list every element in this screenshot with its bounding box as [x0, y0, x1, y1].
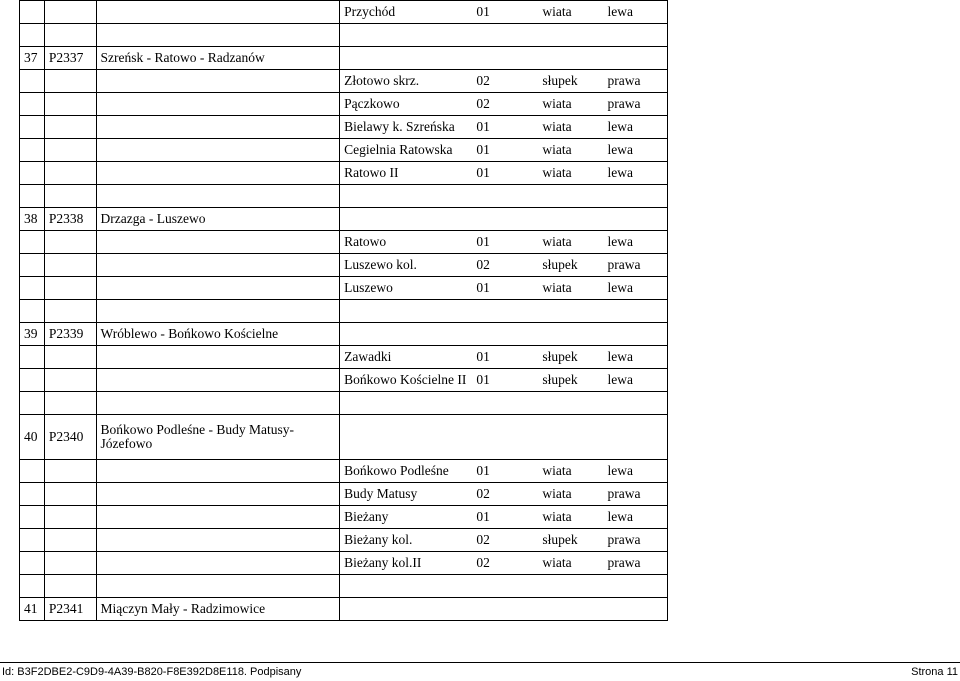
empty-cell	[340, 24, 668, 47]
empty-cell	[340, 323, 668, 346]
stop-name: Złotowo skrz.	[340, 70, 471, 93]
stop-row	[20, 552, 960, 575]
empty-cell	[20, 277, 45, 300]
route-name: Wróblewo - Bońkowo Kościelne	[96, 323, 340, 346]
stop-row	[20, 1, 960, 24]
filler-cell	[668, 598, 743, 621]
route-lp: 39	[20, 323, 45, 346]
empty-cell	[340, 575, 668, 598]
empty-cell	[96, 116, 340, 139]
stop-side: lewa	[603, 116, 667, 139]
page-footer	[0, 662, 960, 681]
stop-direction: 01	[470, 506, 538, 529]
stop-row	[20, 254, 960, 277]
filler-cell	[668, 346, 743, 369]
page-number: Strona 11	[911, 666, 958, 678]
stop-type: słupek	[538, 70, 603, 93]
stop-direction: 02	[470, 70, 538, 93]
stop-direction: 02	[470, 529, 538, 552]
stop-type: wiata	[538, 460, 603, 483]
filler-cell	[668, 323, 743, 346]
table-body	[20, 1, 960, 621]
route-name: Drzazga - Luszewo	[96, 208, 340, 231]
empty-cell	[44, 1, 96, 24]
filler-cell	[668, 254, 743, 277]
empty-cell	[20, 116, 45, 139]
filler-cell	[668, 116, 743, 139]
stop-row	[20, 139, 960, 162]
stop-row	[20, 162, 960, 185]
route-row	[20, 208, 960, 231]
stop-name: Ratowo II	[340, 162, 471, 185]
empty-cell	[96, 70, 340, 93]
stop-direction: 01	[470, 369, 538, 392]
stop-name: Bońkowo Podleśne	[340, 460, 471, 483]
empty-cell	[96, 552, 340, 575]
empty-cell	[96, 300, 340, 323]
empty-cell	[44, 139, 96, 162]
stop-row	[20, 93, 960, 116]
filler-cell	[668, 575, 743, 598]
stop-side: lewa	[603, 460, 667, 483]
empty-cell	[96, 460, 340, 483]
stop-side: prawa	[603, 254, 667, 277]
route-code: P2339	[44, 323, 96, 346]
stop-side: lewa	[603, 369, 667, 392]
filler-cell	[668, 415, 743, 460]
empty-cell	[96, 529, 340, 552]
empty-cell	[96, 575, 340, 598]
empty-cell	[20, 506, 45, 529]
empty-cell	[20, 139, 45, 162]
stop-row	[20, 529, 960, 552]
stop-name: Przychód	[340, 1, 471, 24]
empty-cell	[44, 346, 96, 369]
stop-row	[20, 346, 960, 369]
stop-direction: 02	[470, 254, 538, 277]
empty-cell	[44, 392, 96, 415]
route-name: Bońkowo Podleśne - Budy Matusy-Józefowo	[96, 415, 340, 460]
stop-name: Bielawy k. Szreńska	[340, 116, 471, 139]
stop-side: prawa	[603, 483, 667, 506]
filler-cell	[668, 506, 743, 529]
stop-type: wiata	[538, 277, 603, 300]
empty-cell	[20, 575, 45, 598]
empty-cell	[20, 346, 45, 369]
stop-name: Cegielnia Ratowska	[340, 139, 471, 162]
route-code: P2341	[44, 598, 96, 621]
empty-cell	[96, 1, 340, 24]
empty-cell	[20, 162, 45, 185]
empty-cell	[96, 93, 340, 116]
filler-cell	[668, 70, 743, 93]
empty-cell	[44, 185, 96, 208]
stop-type: wiata	[538, 162, 603, 185]
stop-direction: 01	[470, 1, 538, 24]
filler-cell	[668, 47, 743, 70]
stop-name: Zawadki	[340, 346, 471, 369]
empty-cell	[20, 1, 45, 24]
empty-cell	[96, 483, 340, 506]
empty-cell	[96, 24, 340, 47]
empty-cell	[44, 506, 96, 529]
empty-cell	[340, 47, 668, 70]
bus-stops-table	[19, 0, 960, 621]
empty-cell	[44, 575, 96, 598]
empty-cell	[96, 392, 340, 415]
stop-row	[20, 231, 960, 254]
route-row	[20, 598, 960, 621]
empty-cell	[20, 24, 45, 47]
stop-name: Luszewo kol.	[340, 254, 471, 277]
route-code: P2340	[44, 415, 96, 460]
stop-direction: 01	[470, 139, 538, 162]
empty-cell	[96, 369, 340, 392]
route-name: Szreńsk - Ratowo - Radzanów	[96, 47, 340, 70]
route-code: P2337	[44, 47, 96, 70]
stop-type: słupek	[538, 529, 603, 552]
empty-cell	[96, 162, 340, 185]
empty-cell	[44, 483, 96, 506]
stop-type: wiata	[538, 506, 603, 529]
stop-type: wiata	[538, 1, 603, 24]
empty-cell	[44, 529, 96, 552]
stop-row	[20, 70, 960, 93]
stop-name: Budy Matusy	[340, 483, 471, 506]
stop-type: wiata	[538, 139, 603, 162]
empty-cell	[44, 70, 96, 93]
filler-cell	[668, 139, 743, 162]
stop-side: lewa	[603, 162, 667, 185]
empty-cell	[340, 185, 668, 208]
filler-cell	[668, 277, 743, 300]
blank-row	[20, 185, 960, 208]
stop-type: wiata	[538, 552, 603, 575]
empty-cell	[96, 231, 340, 254]
stop-name: Bieżany	[340, 506, 471, 529]
stop-name: Bońkowo Kościelne II	[340, 369, 471, 392]
empty-cell	[20, 483, 45, 506]
filler-cell	[668, 300, 743, 323]
stop-side: lewa	[603, 231, 667, 254]
filler-cell	[668, 552, 743, 575]
empty-cell	[44, 162, 96, 185]
stop-name: Bieżany kol.	[340, 529, 471, 552]
stop-name: Ratowo	[340, 231, 471, 254]
route-row	[20, 47, 960, 70]
stop-side: lewa	[603, 346, 667, 369]
filler-cell	[668, 460, 743, 483]
empty-cell	[20, 460, 45, 483]
document-id: Id: B3F2DBE2-C9D9-4A39-B820-F8E392D8E118. Podpisany	[2, 666, 302, 678]
stop-direction: 02	[470, 483, 538, 506]
route-lp: 40	[20, 415, 45, 460]
filler-cell	[668, 93, 743, 116]
stop-direction: 01	[470, 116, 538, 139]
stop-type: wiata	[538, 483, 603, 506]
empty-cell	[340, 598, 668, 621]
stop-direction: 02	[470, 93, 538, 116]
stop-direction: 01	[470, 346, 538, 369]
stop-name: Bieżany kol.II	[340, 552, 471, 575]
empty-cell	[20, 300, 45, 323]
blank-row	[20, 575, 960, 598]
empty-cell	[20, 70, 45, 93]
filler-cell	[668, 24, 743, 47]
empty-cell	[20, 231, 45, 254]
route-name: Miączyn Mały - Radzimowice	[96, 598, 340, 621]
filler-cell	[668, 185, 743, 208]
stop-side: lewa	[603, 1, 667, 24]
route-code: P2338	[44, 208, 96, 231]
empty-cell	[20, 552, 45, 575]
stop-row	[20, 277, 960, 300]
filler-cell	[668, 369, 743, 392]
filler-cell	[668, 231, 743, 254]
empty-cell	[44, 254, 96, 277]
empty-cell	[96, 185, 340, 208]
empty-cell	[44, 231, 96, 254]
empty-cell	[44, 300, 96, 323]
stop-name: Pączkowo	[340, 93, 471, 116]
stop-side: lewa	[603, 139, 667, 162]
stop-side: prawa	[603, 93, 667, 116]
empty-cell	[96, 277, 340, 300]
stop-type: słupek	[538, 346, 603, 369]
filler-cell	[668, 208, 743, 231]
stop-row	[20, 460, 960, 483]
stop-type: wiata	[538, 93, 603, 116]
filler-cell	[668, 392, 743, 415]
blank-row	[20, 392, 960, 415]
stop-direction: 02	[470, 552, 538, 575]
empty-cell	[44, 24, 96, 47]
empty-cell	[20, 93, 45, 116]
stop-direction: 01	[470, 460, 538, 483]
stop-row	[20, 506, 960, 529]
stop-side: prawa	[603, 529, 667, 552]
route-row	[20, 323, 960, 346]
stop-side: prawa	[603, 552, 667, 575]
route-row	[20, 415, 960, 460]
empty-cell	[44, 277, 96, 300]
stop-direction: 01	[470, 231, 538, 254]
empty-cell	[44, 369, 96, 392]
empty-cell	[20, 254, 45, 277]
stop-direction: 01	[470, 162, 538, 185]
empty-cell	[44, 116, 96, 139]
stop-type: słupek	[538, 254, 603, 277]
stop-row	[20, 116, 960, 139]
blank-row	[20, 24, 960, 47]
empty-cell	[20, 529, 45, 552]
stop-type: słupek	[538, 369, 603, 392]
empty-cell	[44, 93, 96, 116]
empty-cell	[44, 460, 96, 483]
empty-cell	[340, 208, 668, 231]
route-lp: 38	[20, 208, 45, 231]
filler-cell	[668, 1, 743, 24]
empty-cell	[96, 346, 340, 369]
filler-cell	[668, 483, 743, 506]
stop-side: lewa	[603, 277, 667, 300]
empty-cell	[20, 369, 45, 392]
empty-cell	[96, 254, 340, 277]
empty-cell	[340, 392, 668, 415]
route-lp: 37	[20, 47, 45, 70]
empty-cell	[44, 552, 96, 575]
stop-name: Luszewo	[340, 277, 471, 300]
stop-direction: 01	[470, 277, 538, 300]
empty-cell	[20, 185, 45, 208]
empty-cell	[340, 300, 668, 323]
filler-cell	[668, 162, 743, 185]
stop-type: wiata	[538, 116, 603, 139]
route-lp: 41	[20, 598, 45, 621]
empty-cell	[340, 415, 668, 460]
empty-cell	[96, 506, 340, 529]
stop-type: wiata	[538, 231, 603, 254]
stop-side: lewa	[603, 506, 667, 529]
stop-side: prawa	[603, 70, 667, 93]
stop-row	[20, 483, 960, 506]
empty-cell	[96, 139, 340, 162]
stop-row	[20, 369, 960, 392]
blank-row	[20, 300, 960, 323]
filler-cell	[668, 529, 743, 552]
empty-cell	[20, 392, 45, 415]
